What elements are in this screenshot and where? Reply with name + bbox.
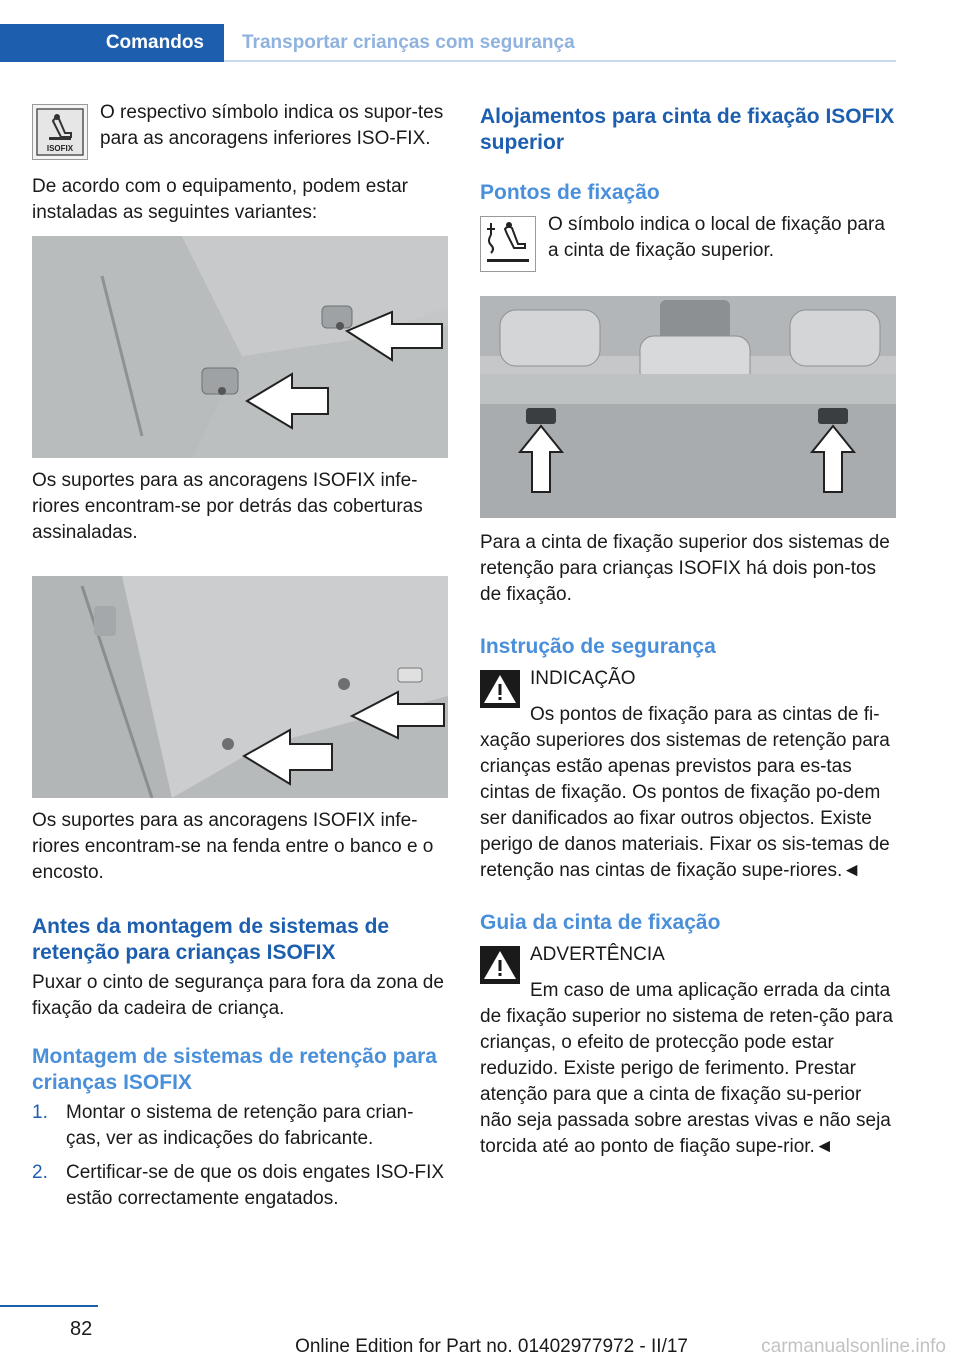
- edition-note: Online Edition for Part no. 01402977972 - II/17: [295, 1336, 688, 1357]
- step-text: Montar o sistema de retenção para crian‐ças, ver as indicações do fabricante.: [66, 1102, 414, 1149]
- safety-text: Os pontos de fixação para as cintas de fi‐xação superiores dos sistemas de retenção para crianças estão apenas previstos para es‐tas cintas de fixação. Os pontos de fixação po‐dem ser danificados ao fixar outros objectos. Existe perigo de danos materiais. Fixar os sis‐temas de retenção nas cintas de fixação supe‐riores.◄: [480, 704, 890, 881]
- right-column: [480, 104, 896, 1160]
- left-column: [32, 82, 448, 1212]
- caption-covers: Os suportes para as ancoragens ISOFIX infe‐riores encontram‐se por detrás das coberturas assinaladas.: [32, 470, 423, 543]
- step-text: Certificar‐se de que os dois engates ISO‐FIX estão correctamente engatados.: [66, 1162, 445, 1209]
- heading-strap-guide: Guia da cinta de fixação: [480, 911, 721, 934]
- footer-divider: [0, 1305, 98, 1307]
- rear-shelf-photo: [480, 296, 896, 518]
- page-number: 82: [70, 1318, 93, 1340]
- tether-symbol-text: O símbolo indica o local de fixação para a cinta de fixação superior.: [548, 214, 885, 261]
- heading-top-tether: Alojamentos para cinta de fixação ISOFIX superior: [480, 105, 895, 154]
- safety-label: INDICAÇÃO: [530, 668, 636, 689]
- heading-anchor-points: Pontos de fixação: [480, 181, 660, 204]
- caption-gap: Os suportes para as ancoragens ISOFIX infe‐riores encontram‐se na fenda entre o banco e o encosto.: [32, 810, 434, 883]
- before-mounting-text: Puxar o cinto de segurança para fora da zona de fixação da cadeira de criança.: [32, 972, 444, 1019]
- list-item: [32, 1100, 448, 1152]
- section-tab[interactable]: Transportar crianças com segurança: [242, 32, 575, 53]
- tether-symbol-row: [480, 212, 896, 272]
- heading-mounting: Montagem de sistemas de retenção para crianças ISOFIX: [32, 1045, 437, 1094]
- isofix-symbol-icon: [32, 104, 88, 160]
- isofix-symbol-label: ISOFIX: [46, 144, 74, 153]
- top-tether-icon: [480, 216, 536, 272]
- warning-label: ADVERTÊNCIA: [530, 944, 665, 965]
- warning-triangle-icon: [480, 946, 520, 984]
- isofix-symbol-row: [32, 100, 448, 160]
- chapter-tab[interactable]: Comandos: [0, 24, 224, 62]
- heading-safety: Instrução de segurança: [480, 635, 716, 658]
- step-number: 1.: [32, 1102, 48, 1123]
- anchor-points-caption: Para a cinta de fixação superior dos sistemas de retenção para crianças ISOFIX há dois pon‐tos de fixação.: [480, 532, 890, 605]
- warning-triangle-icon: [480, 670, 520, 708]
- heading-before-mounting: Antes da montagem de sistemas de retenção para crianças ISOFIX: [32, 915, 390, 964]
- isofix-symbol-text: O respectivo símbolo indica os supor‐tes para as ancoragens inferiores ISO‐FIX.: [100, 102, 444, 149]
- intro-text: De acordo com o equipamento, podem estar instaladas as seguintes variantes:: [32, 176, 408, 223]
- header-divider: [224, 60, 896, 62]
- mounting-steps: [32, 1100, 448, 1212]
- seat-photo-gap: [32, 576, 448, 798]
- seat-photo-covers: [32, 236, 448, 458]
- list-item: [32, 1160, 448, 1212]
- step-number: 2.: [32, 1162, 48, 1183]
- page-header: [0, 0, 960, 62]
- warning-text: Em caso de uma aplicação errada da cinta de fixação superior no sistema de reten‐ção para crianças, o efeito de protecção pode estar reduzido. Existe perigo de ferimento. Prestar atenção para que a cinta de fixação su‐perior não seja passada sobre arestas vivas e não seja torcida até ao ponto de fiação supe‐rior.◄: [480, 980, 893, 1157]
- watermark: carmanualsonline.info: [761, 1336, 946, 1357]
